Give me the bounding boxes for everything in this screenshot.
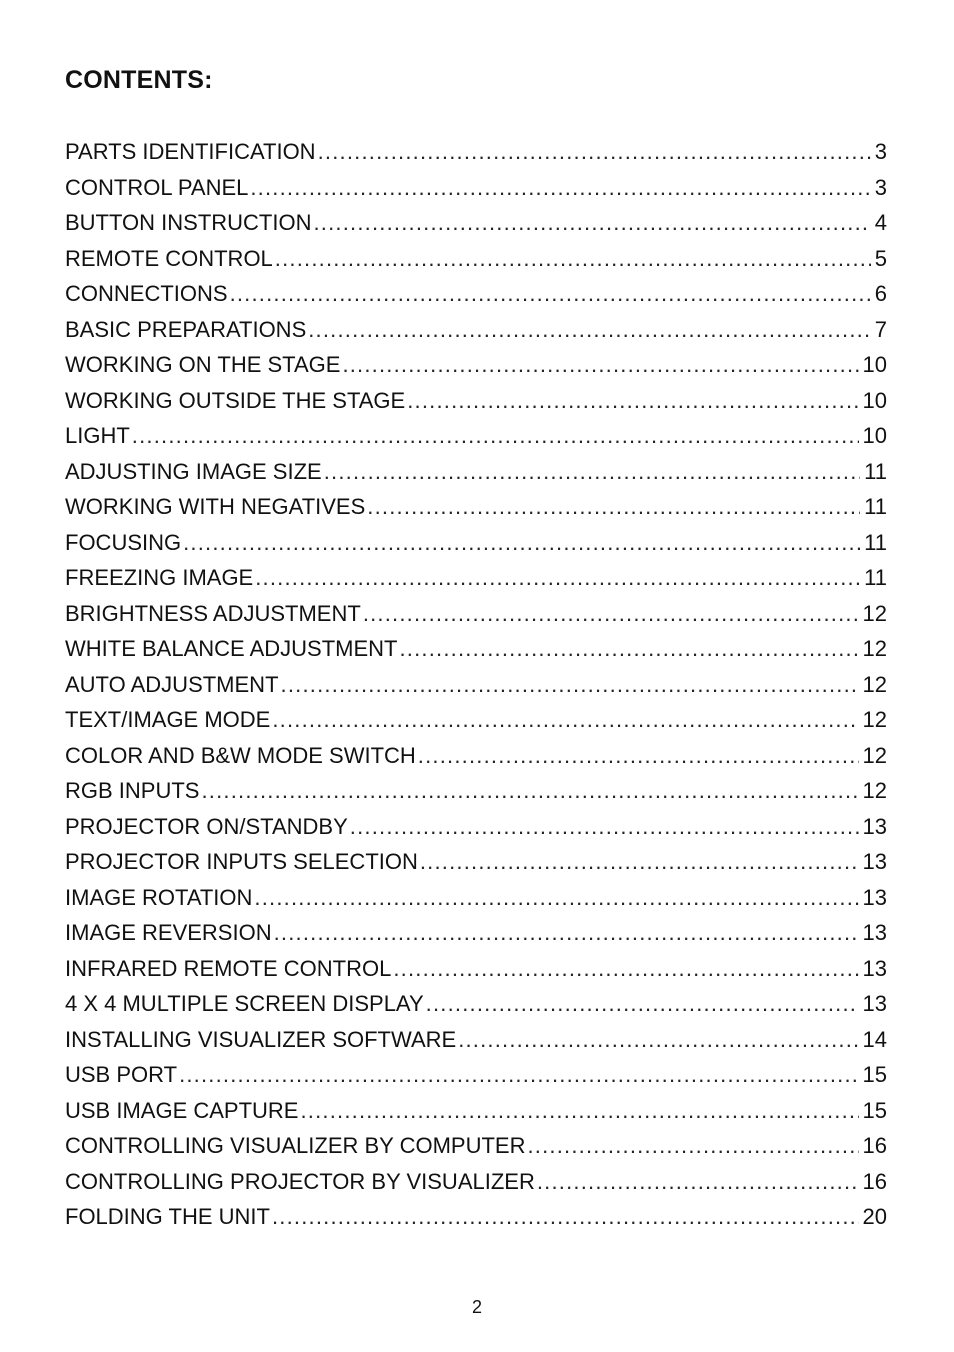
toc-entry-page: 13 [862, 884, 887, 910]
toc-entry-page: 13 [862, 991, 887, 1016]
toc-entry [65, 454, 887, 490]
toc-entry-title: IMAGE REVERSION [65, 920, 272, 945]
toc-entry [65, 1164, 887, 1200]
toc-entry-title: WORKING ON THE STAGE [65, 352, 341, 377]
dot-leader [399, 631, 858, 667]
toc-entry-page: 10 [862, 387, 887, 413]
toc-entry [65, 667, 887, 703]
toc-entry [65, 986, 887, 1022]
dot-leader [308, 312, 871, 348]
dot-leader [274, 915, 859, 951]
toc-entry [65, 702, 887, 738]
toc-entry-title: CONTROL PANEL [65, 174, 249, 200]
toc-entry-title: BASIC PREPARATIONS [65, 316, 307, 342]
dot-leader [420, 844, 859, 880]
dot-leader [272, 702, 858, 738]
dot-leader [254, 880, 858, 916]
dot-leader [313, 205, 870, 241]
toc-entry [65, 489, 887, 525]
toc-entry-title: WORKING OUTSIDE THE STAGE [65, 387, 406, 413]
toc-entry-title: FOLDING THE UNIT [65, 1204, 270, 1229]
dot-leader [426, 986, 859, 1022]
toc-entry-title: IMAGE ROTATION [65, 884, 253, 910]
toc-entry-page: 11 [864, 529, 887, 555]
toc-entry-title: RGB INPUTS [65, 778, 200, 803]
toc-entry [65, 347, 887, 383]
toc-entry [65, 205, 887, 241]
toc-entry [65, 418, 887, 454]
toc-entry-page: 11 [864, 565, 887, 590]
toc-entry-page: 10 [862, 423, 887, 448]
toc-entry-page: 15 [862, 1097, 887, 1123]
toc-entry [65, 951, 887, 987]
dot-leader [407, 383, 858, 419]
toc-entry [65, 809, 887, 845]
dot-leader [318, 134, 871, 170]
toc-entry-page: 6 [874, 281, 887, 306]
toc-entry [65, 560, 887, 596]
dot-leader [300, 1093, 858, 1129]
dot-leader [537, 1164, 859, 1200]
toc-entry-page: 16 [862, 1168, 887, 1194]
toc-entry-title: PROJECTOR INPUTS SELECTION [65, 849, 418, 874]
toc-entry-page: 12 [862, 671, 887, 697]
toc-entry [65, 1128, 887, 1164]
toc-entry-page: 13 [862, 955, 887, 981]
toc-entry-page: 15 [862, 1062, 887, 1087]
dot-leader [367, 489, 860, 525]
toc-entry-title: BUTTON INSTRUCTION [65, 210, 312, 235]
toc-entry [65, 1022, 887, 1058]
toc-entry-page: 12 [862, 636, 887, 661]
toc-entry-page: 12 [862, 600, 887, 626]
toc-entry [65, 134, 887, 170]
toc-entry-page: 12 [862, 707, 887, 732]
toc-entry-page: 11 [864, 494, 887, 519]
toc-entry-title: WORKING WITH NEGATIVES [65, 494, 366, 519]
toc-entry-title: REMOTE CONTROL [65, 245, 273, 271]
dot-leader [255, 560, 860, 596]
dot-leader [350, 809, 859, 845]
toc-entry [65, 915, 887, 951]
toc-entry-page: 13 [862, 920, 887, 945]
toc-entry-title: 4 X 4 MULTIPLE SCREEN DISPLAY [65, 991, 424, 1016]
dot-leader [250, 170, 870, 206]
toc-entry [65, 170, 887, 206]
toc-entry [65, 631, 887, 667]
toc-entry-page: 7 [874, 316, 887, 342]
dot-leader [281, 667, 859, 703]
toc-entry [65, 312, 887, 348]
dot-leader [458, 1022, 858, 1058]
dot-leader [275, 241, 871, 277]
dot-leader [183, 525, 860, 561]
toc-entry-page: 12 [862, 778, 887, 803]
dot-leader [201, 773, 858, 809]
dot-leader [527, 1128, 858, 1164]
dot-leader [418, 738, 859, 774]
toc-entry-page: 3 [874, 174, 887, 200]
toc-entry [65, 844, 887, 880]
toc-entry-title: FREEZING IMAGE [65, 565, 254, 590]
toc-entry-page: 14 [862, 1026, 887, 1052]
toc-entry-title: ADJUSTING IMAGE SIZE [65, 458, 322, 484]
toc-entry [65, 383, 887, 419]
toc-entry-title: CONNECTIONS [65, 281, 228, 306]
toc-entry-title: CONTROLLING PROJECTOR BY VISUALIZER [65, 1168, 535, 1194]
toc-entry [65, 241, 887, 277]
table-of-contents [65, 134, 887, 1235]
toc-entry [65, 738, 887, 774]
toc-entry-page: 11 [864, 458, 887, 484]
toc-entry-title: AUTO ADJUSTMENT [65, 671, 279, 697]
dot-leader [132, 418, 859, 454]
toc-entry [65, 596, 887, 632]
toc-entry-page: 13 [862, 849, 887, 874]
dot-leader [342, 347, 858, 383]
toc-entry-page: 13 [862, 813, 887, 839]
toc-entry-page: 20 [862, 1204, 887, 1229]
toc-entry-page: 5 [874, 245, 887, 271]
toc-entry-title: INFRARED REMOTE CONTROL [65, 955, 392, 981]
contents-heading: CONTENTS: [65, 66, 213, 94]
toc-entry-page: 12 [862, 742, 887, 768]
toc-entry-page: 16 [862, 1133, 887, 1158]
toc-entry [65, 773, 887, 809]
toc-entry-title: BRIGHTNESS ADJUSTMENT [65, 600, 361, 626]
page-number: 2 [471, 1297, 482, 1317]
dot-leader [272, 1199, 859, 1235]
toc-entry-title: TEXT/IMAGE MODE [65, 707, 271, 732]
toc-entry [65, 1057, 887, 1093]
toc-entry-title: PARTS IDENTIFICATION [65, 139, 316, 164]
toc-entry [65, 525, 887, 561]
dot-leader [363, 596, 859, 632]
toc-entry-title: USB IMAGE CAPTURE [65, 1097, 299, 1123]
toc-entry-page: 4 [874, 210, 887, 235]
toc-entry [65, 1093, 887, 1129]
dot-leader [179, 1057, 858, 1093]
toc-entry-title: PROJECTOR ON/STANDBY [65, 813, 348, 839]
toc-entry-page: 10 [862, 352, 887, 377]
toc-entry-title: LIGHT [65, 423, 130, 448]
toc-entry-title: FOCUSING [65, 529, 182, 555]
toc-entry-title: CONTROLLING VISUALIZER BY COMPUTER [65, 1133, 526, 1158]
dot-leader [324, 454, 860, 490]
toc-entry-page: 3 [874, 139, 887, 164]
toc-entry-title: COLOR AND B&W MODE SWITCH [65, 742, 416, 768]
toc-entry-title: WHITE BALANCE ADJUSTMENT [65, 636, 398, 661]
toc-entry [65, 276, 887, 312]
toc-entry [65, 1199, 887, 1235]
toc-entry-title: USB PORT [65, 1062, 178, 1087]
toc-entry [65, 880, 887, 916]
dot-leader [230, 276, 871, 312]
toc-entry-title: INSTALLING VISUALIZER SOFTWARE [65, 1026, 457, 1052]
dot-leader [393, 951, 858, 987]
